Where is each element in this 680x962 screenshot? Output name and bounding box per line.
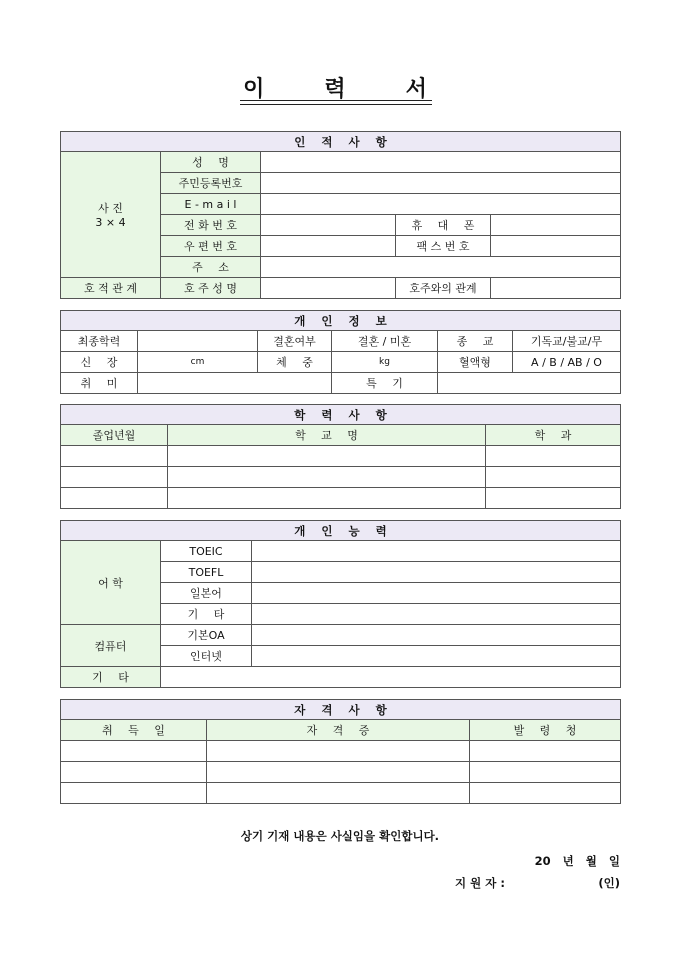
col-issuer: 발 령 청: [470, 720, 621, 741]
oa-label: 기본OA: [161, 625, 252, 646]
license-section: [60, 699, 621, 804]
toefl-label: TOEFL: [161, 562, 252, 583]
education-label: 최종학력: [61, 331, 138, 352]
license-cell[interactable]: [61, 762, 207, 783]
specialty-label: 특 기: [332, 373, 438, 394]
section-header: 자 격 사 항: [61, 700, 621, 720]
relation-to-head-field[interactable]: [491, 278, 621, 299]
confirmation-text: 상기 기재 내용은 사실임을 확인합니다.: [240, 829, 440, 843]
license-cell[interactable]: [470, 762, 621, 783]
license-cell[interactable]: [470, 783, 621, 804]
marital-label: 결혼여부: [258, 331, 332, 352]
license-cell[interactable]: [61, 783, 207, 804]
col-acquired-date: 취 득 일: [61, 720, 207, 741]
address-label: 주 소: [161, 257, 261, 278]
religion-label: 종 교: [438, 331, 513, 352]
blood-options[interactable]: A / B / AB / O: [513, 352, 621, 373]
relation-to-head-label: 호주와의 관계: [396, 278, 491, 299]
height-field[interactable]: cm: [138, 352, 258, 373]
fax-field[interactable]: [491, 236, 621, 257]
family-head-field[interactable]: [261, 278, 396, 299]
blood-label: 혈액형: [438, 352, 513, 373]
lang-other-label: 기 타: [161, 604, 252, 625]
japanese-label: 일본어: [161, 583, 252, 604]
school-cell[interactable]: [486, 467, 621, 488]
ability-section: [60, 520, 621, 688]
school-cell[interactable]: [61, 467, 168, 488]
name-label: 성 명: [161, 152, 261, 173]
toeic-field[interactable]: [252, 541, 621, 562]
toeic-label: TOEIC: [161, 541, 252, 562]
col-graduation-date: 졸업년월: [61, 425, 168, 446]
rrn-field[interactable]: [261, 173, 621, 194]
name-field[interactable]: [261, 152, 621, 173]
address-field[interactable]: [261, 257, 621, 278]
applicant-label: 지 원 자 :: [455, 876, 505, 890]
other-label: 기 타: [61, 667, 161, 688]
photo-size: 3 × 4: [95, 216, 126, 229]
marital-options[interactable]: 결혼 / 미혼: [332, 331, 438, 352]
zip-label: 우 편 번 호: [161, 236, 261, 257]
title-underline: [240, 100, 432, 101]
school-cell[interactable]: [168, 467, 486, 488]
internet-field[interactable]: [252, 646, 621, 667]
date-line: 20 년 월 일: [534, 854, 620, 868]
other-field[interactable]: [161, 667, 621, 688]
personal-section: [60, 131, 621, 299]
specialty-field[interactable]: [438, 373, 621, 394]
weight-field[interactable]: kg: [332, 352, 438, 373]
fax-label: 팩 스 번 호: [396, 236, 491, 257]
family-relation-label: 호 적 관 계: [61, 278, 161, 299]
applicant-line: [455, 875, 620, 891]
col-license: 자 격 증: [207, 720, 470, 741]
email-field[interactable]: [261, 194, 621, 215]
photo-label: 사 진: [98, 202, 123, 215]
info-section: [60, 310, 621, 394]
email-label: E - m a i l: [161, 194, 261, 215]
section-header: 개 인 능 력: [61, 521, 621, 541]
license-cell[interactable]: [207, 741, 470, 762]
school-cell[interactable]: [486, 446, 621, 467]
license-cell[interactable]: [207, 762, 470, 783]
hobby-field[interactable]: [138, 373, 332, 394]
school-section: [60, 404, 621, 509]
family-head-label: 호 주 성 명: [161, 278, 261, 299]
school-cell[interactable]: [61, 488, 168, 509]
rrn-label: 주민등록번호: [161, 173, 261, 194]
computer-label: 컴퓨터: [61, 625, 161, 667]
toefl-field[interactable]: [252, 562, 621, 583]
document-title: [240, 72, 432, 103]
school-cell[interactable]: [168, 446, 486, 467]
education-field[interactable]: [138, 331, 258, 352]
title-char: 이: [243, 77, 267, 102]
language-label: 어 학: [61, 541, 161, 625]
phone-field[interactable]: [261, 215, 396, 236]
oa-field[interactable]: [252, 625, 621, 646]
height-label: 신 장: [61, 352, 138, 373]
hobby-label: 취 미: [61, 373, 138, 394]
mobile-field[interactable]: [491, 215, 621, 236]
mobile-label: 휴 대 폰: [396, 215, 491, 236]
seal-mark: (인): [598, 876, 620, 890]
school-cell[interactable]: [168, 488, 486, 509]
japanese-field[interactable]: [252, 583, 621, 604]
col-school-name: 학 교 명: [168, 425, 486, 446]
license-cell[interactable]: [61, 741, 207, 762]
lang-other-field[interactable]: [252, 604, 621, 625]
title-underline: [240, 104, 432, 105]
section-header: 인 적 사 항: [61, 132, 621, 152]
phone-label: 전 화 번 호: [161, 215, 261, 236]
license-cell[interactable]: [470, 741, 621, 762]
school-cell[interactable]: [486, 488, 621, 509]
religion-options[interactable]: 기독교/불교/무: [513, 331, 621, 352]
zip-field[interactable]: [261, 236, 396, 257]
license-cell[interactable]: [207, 783, 470, 804]
section-header: 학 력 사 항: [61, 405, 621, 425]
school-cell[interactable]: [61, 446, 168, 467]
weight-label: 체 중: [258, 352, 332, 373]
title-char: 력: [324, 77, 348, 102]
col-major: 학 과: [486, 425, 621, 446]
title-char: 서: [405, 77, 429, 102]
photo-box: [61, 152, 161, 278]
internet-label: 인터넷: [161, 646, 252, 667]
section-header: 개 인 정 보: [61, 311, 621, 331]
